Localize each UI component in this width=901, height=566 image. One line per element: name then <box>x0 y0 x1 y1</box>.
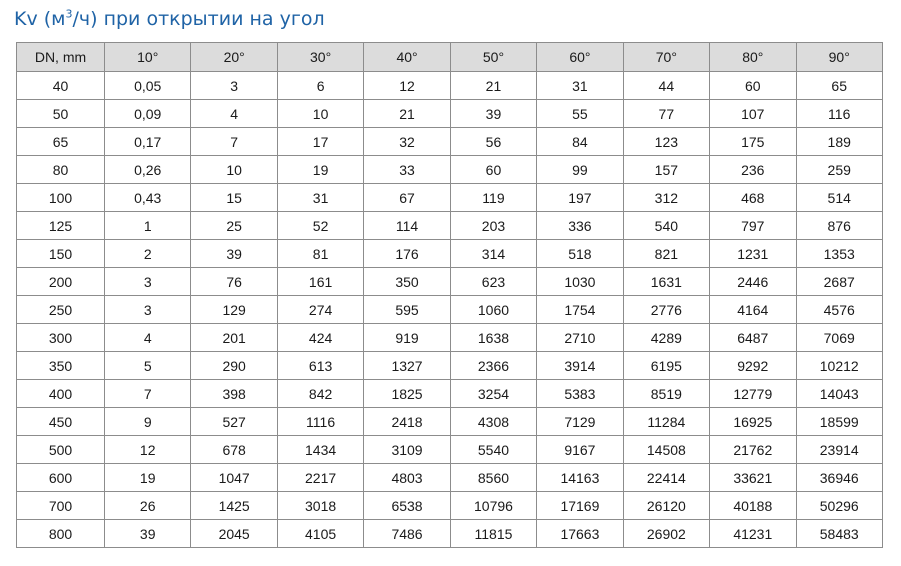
kv-cell: 1231 <box>710 240 796 268</box>
kv-cell: 3109 <box>364 436 450 464</box>
title-superscript: 3 <box>65 7 73 21</box>
kv-cell: 11815 <box>450 520 536 548</box>
kv-cell: 76 <box>191 268 277 296</box>
kv-cell: 99 <box>537 156 623 184</box>
title-main: Kv (м <box>14 8 66 30</box>
kv-cell: 189 <box>796 128 882 156</box>
kv-cell: 157 <box>623 156 709 184</box>
dn-cell: 40 <box>17 72 105 100</box>
dn-cell: 80 <box>17 156 105 184</box>
kv-cell: 33621 <box>710 464 796 492</box>
kv-cell: 5540 <box>450 436 536 464</box>
kv-cell: 314 <box>450 240 536 268</box>
dn-cell: 200 <box>17 268 105 296</box>
kv-cell: 107 <box>710 100 796 128</box>
kv-cell: 1116 <box>277 408 363 436</box>
table-row <box>17 464 883 492</box>
kv-cell: 17663 <box>537 520 623 548</box>
table-row <box>17 436 883 464</box>
kv-cell: 114 <box>364 212 450 240</box>
kv-cell: 7 <box>191 128 277 156</box>
kv-cell: 31 <box>537 72 623 100</box>
kv-cell: 60 <box>450 156 536 184</box>
kv-cell: 4289 <box>623 324 709 352</box>
kv-cell: 15 <box>191 184 277 212</box>
table-row <box>17 492 883 520</box>
header-cell-angle: 20° <box>191 43 277 72</box>
kv-cell: 2045 <box>191 520 277 548</box>
kv-cell: 12 <box>105 436 191 464</box>
kv-cell: 81 <box>277 240 363 268</box>
kv-cell: 6 <box>277 72 363 100</box>
kv-cell: 678 <box>191 436 277 464</box>
kv-cell: 21 <box>364 100 450 128</box>
kv-cell: 10 <box>191 156 277 184</box>
kv-cell: 518 <box>537 240 623 268</box>
kv-cell: 203 <box>450 212 536 240</box>
kv-cell: 1825 <box>364 380 450 408</box>
kv-cell: 7069 <box>796 324 882 352</box>
dn-cell: 600 <box>17 464 105 492</box>
kv-cell: 9292 <box>710 352 796 380</box>
header-cell-angle: 60° <box>537 43 623 72</box>
kv-cell: 36946 <box>796 464 882 492</box>
table-header <box>17 43 883 72</box>
table-row <box>17 156 883 184</box>
kv-cell: 65 <box>796 72 882 100</box>
kv-cell: 12 <box>364 72 450 100</box>
kv-cell: 527 <box>191 408 277 436</box>
kv-cell: 4164 <box>710 296 796 324</box>
kv-cell: 197 <box>537 184 623 212</box>
kv-cell: 10796 <box>450 492 536 520</box>
table-row <box>17 72 883 100</box>
header-cell-angle: 40° <box>364 43 450 72</box>
header-cell-angle: 10° <box>105 43 191 72</box>
kv-cell: 6195 <box>623 352 709 380</box>
kv-cell: 1434 <box>277 436 363 464</box>
kv-cell: 58483 <box>796 520 882 548</box>
kv-cell: 424 <box>277 324 363 352</box>
kv-cell: 259 <box>796 156 882 184</box>
dn-cell: 100 <box>17 184 105 212</box>
kv-cell: 67 <box>364 184 450 212</box>
kv-cell: 2687 <box>796 268 882 296</box>
kv-cell: 3 <box>191 72 277 100</box>
kv-cell: 9 <box>105 408 191 436</box>
kv-cell: 0,43 <box>105 184 191 212</box>
kv-cell: 2418 <box>364 408 450 436</box>
kv-cell: 60 <box>710 72 796 100</box>
kv-cell: 14043 <box>796 380 882 408</box>
table-row <box>17 128 883 156</box>
kv-cell: 236 <box>710 156 796 184</box>
title-rest: /ч) при открытии на угол <box>72 8 325 30</box>
dn-cell: 350 <box>17 352 105 380</box>
kv-cell: 16925 <box>710 408 796 436</box>
kv-cell: 623 <box>450 268 536 296</box>
kv-cell: 1638 <box>450 324 536 352</box>
table-row <box>17 100 883 128</box>
kv-cell: 4 <box>191 100 277 128</box>
kv-cell: 161 <box>277 268 363 296</box>
kv-cell: 26 <box>105 492 191 520</box>
kv-cell: 0,26 <box>105 156 191 184</box>
kv-cell: 84 <box>537 128 623 156</box>
kv-cell: 11284 <box>623 408 709 436</box>
kv-cell: 2710 <box>537 324 623 352</box>
kv-cell: 797 <box>710 212 796 240</box>
kv-cell: 1030 <box>537 268 623 296</box>
dn-cell: 250 <box>17 296 105 324</box>
kv-cell: 39 <box>191 240 277 268</box>
kv-cell: 19 <box>277 156 363 184</box>
kv-cell: 7486 <box>364 520 450 548</box>
table-row <box>17 324 883 352</box>
dn-cell: 400 <box>17 380 105 408</box>
table-row <box>17 240 883 268</box>
kv-cell: 123 <box>623 128 709 156</box>
kv-cell: 26902 <box>623 520 709 548</box>
kv-cell: 6538 <box>364 492 450 520</box>
kv-cell: 3018 <box>277 492 363 520</box>
kv-cell: 21762 <box>710 436 796 464</box>
header-cell-angle: 80° <box>710 43 796 72</box>
kv-cell: 40188 <box>710 492 796 520</box>
kv-cell: 175 <box>710 128 796 156</box>
kv-cell: 2217 <box>277 464 363 492</box>
kv-cell: 3914 <box>537 352 623 380</box>
kv-cell: 514 <box>796 184 882 212</box>
kv-cell: 4308 <box>450 408 536 436</box>
kv-cell: 14163 <box>537 464 623 492</box>
table-row <box>17 408 883 436</box>
kv-cell: 1631 <box>623 268 709 296</box>
kv-cell: 18599 <box>796 408 882 436</box>
kv-cell: 25 <box>191 212 277 240</box>
table-body <box>17 72 883 548</box>
kv-cell: 876 <box>796 212 882 240</box>
kv-cell: 129 <box>191 296 277 324</box>
kv-cell: 468 <box>710 184 796 212</box>
table-row <box>17 380 883 408</box>
dn-cell: 500 <box>17 436 105 464</box>
table-row <box>17 352 883 380</box>
kv-cell: 116 <box>796 100 882 128</box>
dn-cell: 50 <box>17 100 105 128</box>
kv-cell: 4803 <box>364 464 450 492</box>
kv-cell: 595 <box>364 296 450 324</box>
header-cell-angle: 70° <box>623 43 709 72</box>
kv-cell: 2 <box>105 240 191 268</box>
dn-cell: 150 <box>17 240 105 268</box>
kv-cell: 39 <box>450 100 536 128</box>
kv-cell: 6487 <box>710 324 796 352</box>
page-title <box>14 8 325 30</box>
kv-cell: 10 <box>277 100 363 128</box>
dn-cell: 300 <box>17 324 105 352</box>
kv-cell: 613 <box>277 352 363 380</box>
kv-cell: 44 <box>623 72 709 100</box>
kv-cell: 17169 <box>537 492 623 520</box>
kv-cell: 56 <box>450 128 536 156</box>
kv-cell: 8560 <box>450 464 536 492</box>
kv-cell: 17 <box>277 128 363 156</box>
kv-cell: 4 <box>105 324 191 352</box>
dn-cell: 125 <box>17 212 105 240</box>
kv-cell: 3 <box>105 268 191 296</box>
kv-cell: 32 <box>364 128 450 156</box>
kv-cell: 31 <box>277 184 363 212</box>
kv-cell: 0,17 <box>105 128 191 156</box>
kv-cell: 7 <box>105 380 191 408</box>
kv-cell: 398 <box>191 380 277 408</box>
dn-cell: 450 <box>17 408 105 436</box>
kv-cell: 4105 <box>277 520 363 548</box>
kv-cell: 3254 <box>450 380 536 408</box>
kv-cell: 119 <box>450 184 536 212</box>
kv-cell: 4576 <box>796 296 882 324</box>
kv-cell: 176 <box>364 240 450 268</box>
kv-cell: 5383 <box>537 380 623 408</box>
kv-cell: 12779 <box>710 380 796 408</box>
header-cell-dn: DN, mm <box>17 43 105 72</box>
table-row <box>17 184 883 212</box>
kv-cell: 1425 <box>191 492 277 520</box>
kv-cell: 5 <box>105 352 191 380</box>
kv-cell: 1 <box>105 212 191 240</box>
kv-cell: 312 <box>623 184 709 212</box>
kv-table <box>16 42 883 548</box>
kv-cell: 842 <box>277 380 363 408</box>
kv-cell: 55 <box>537 100 623 128</box>
table-row <box>17 268 883 296</box>
kv-cell: 336 <box>537 212 623 240</box>
kv-cell: 350 <box>364 268 450 296</box>
kv-cell: 0,05 <box>105 72 191 100</box>
kv-cell: 919 <box>364 324 450 352</box>
kv-cell: 8519 <box>623 380 709 408</box>
kv-cell: 540 <box>623 212 709 240</box>
kv-cell: 1047 <box>191 464 277 492</box>
kv-cell: 41231 <box>710 520 796 548</box>
kv-cell: 1353 <box>796 240 882 268</box>
header-cell-angle: 90° <box>796 43 882 72</box>
table-row <box>17 296 883 324</box>
kv-cell: 7129 <box>537 408 623 436</box>
kv-cell: 2446 <box>710 268 796 296</box>
kv-cell: 26120 <box>623 492 709 520</box>
kv-cell: 10212 <box>796 352 882 380</box>
kv-cell: 0,09 <box>105 100 191 128</box>
kv-cell: 2366 <box>450 352 536 380</box>
kv-cell: 52 <box>277 212 363 240</box>
kv-cell: 1754 <box>537 296 623 324</box>
kv-cell: 39 <box>105 520 191 548</box>
header-cell-angle: 50° <box>450 43 536 72</box>
dn-cell: 700 <box>17 492 105 520</box>
kv-cell: 21 <box>450 72 536 100</box>
table-row <box>17 212 883 240</box>
kv-cell: 821 <box>623 240 709 268</box>
kv-cell: 9167 <box>537 436 623 464</box>
kv-cell: 14508 <box>623 436 709 464</box>
kv-cell: 77 <box>623 100 709 128</box>
table-row <box>17 520 883 548</box>
kv-cell: 201 <box>191 324 277 352</box>
kv-cell: 50296 <box>796 492 882 520</box>
header-row <box>17 43 883 72</box>
kv-cell: 33 <box>364 156 450 184</box>
kv-cell: 274 <box>277 296 363 324</box>
kv-cell: 23914 <box>796 436 882 464</box>
kv-cell: 3 <box>105 296 191 324</box>
kv-cell: 2776 <box>623 296 709 324</box>
dn-cell: 800 <box>17 520 105 548</box>
kv-cell: 1327 <box>364 352 450 380</box>
header-cell-angle: 30° <box>277 43 363 72</box>
kv-cell: 290 <box>191 352 277 380</box>
kv-cell: 1060 <box>450 296 536 324</box>
kv-cell: 22414 <box>623 464 709 492</box>
dn-cell: 65 <box>17 128 105 156</box>
kv-cell: 19 <box>105 464 191 492</box>
